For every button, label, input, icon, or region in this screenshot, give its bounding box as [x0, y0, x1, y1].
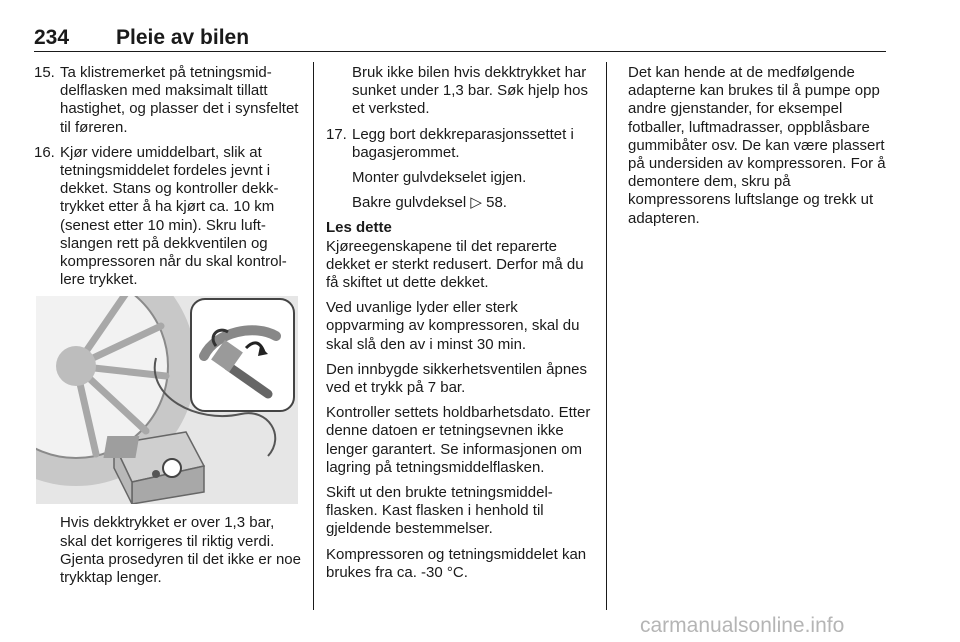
figure-caption: Hvis dekktrykket er over 1,3 bar, skal det korrigeres til riktig verdi. Gjenta prosedyren til det ikke er noe trykktap lenger. [60, 514, 301, 587]
watermark: carmanualsonline.info [640, 614, 845, 637]
page-number: 234 [34, 26, 70, 49]
step-17-sub-2 [326, 194, 594, 212]
tire-compressor-drawing [36, 296, 298, 504]
arrow-ref-icon: ▷ [470, 194, 482, 212]
column-1 [34, 64, 302, 594]
column-3 [628, 64, 892, 235]
step-text: Ta klistremerket på tetningsmiddelflasken med maksimalt tillatt hastighet, og plasser det i synsfeltet til føreren. [60, 64, 299, 136]
adapter-paragraph: Det kan hende at de medfølgende adapterne kan brukes til å pumpe opp andre gjenstander, for eksempel fotballer, luftmadrasser, oppblåsbare gummibåter osv. De kan være plassert på undersiden av kompressoren. For å demontere dem, skru på kompressorens luftslange og trekk ut adapteren. [628, 64, 886, 227]
step-text: Kjør videre umiddelbart, slik at tetningsmiddelet fordeles jevnt i dekket. Stans og kontroller dekktrykket etter å ha kjørt ca. 10 km (senest etter 10 min). Skru luftslangen rett på dekkventilen og kompressoren når du skal kontrollere trykket. [60, 143, 287, 289]
note-paragraph: Ved uvanlige lyder eller sterk oppvarming av kompressoren, skal du skal slå den av i minst 30 min. [326, 299, 580, 353]
step-number: 15. [34, 64, 55, 81]
step-text: Legg bort dekkreparasjonssettet i bagasjerommet. [352, 125, 574, 161]
step-number: 17. [326, 125, 347, 143]
warning-text: Bruk ikke bilen hvis dekktrykket har sunket under 1,3 bar. Søk hjelp hos et verksted. [352, 64, 588, 118]
note-paragraph: Kompressoren og tetningsmiddelet kan brukes fra ca. -30 °C. [326, 545, 587, 581]
column-divider [606, 62, 607, 610]
step-15 [34, 64, 302, 137]
note-heading: Les dette [326, 219, 392, 237]
step-17-sub-1: Monter gulvdekselet igjen. [352, 169, 527, 187]
column-divider [313, 62, 314, 610]
note-paragraph: Skift ut den brukte tetningsmiddelflasken. Kast flasken i henhold til gjeldende bestemmelser. [326, 484, 553, 538]
step-number: 16. [34, 143, 55, 161]
tire-compressor-illustration [36, 296, 298, 504]
note-paragraph: Den innbygde sikkerhetsventilen åpnes ved et trykk på 7 bar. [326, 360, 587, 397]
step-16 [34, 144, 302, 290]
note-paragraph: Kontroller settets holdbarhetsdato. Etter denne datoen er tetningsevnen ikke lenger garantert. Se informasjonen om lagring på tetningsmiddelflasken. [326, 404, 591, 476]
note-paragraph: Kjøreegenskapene til det reparerte dekket er sterkt redusert. Derfor må du få skiftet ut dette dekket. [326, 237, 584, 292]
step-17 [326, 126, 594, 162]
header-rule [34, 51, 886, 52]
column-2 [326, 64, 594, 589]
cross-ref-link[interactable]: 58. [486, 194, 507, 212]
page-header [34, 26, 886, 50]
cross-ref-label: Bakre gulvdeksel [352, 194, 471, 212]
section-title: Pleie av bilen [116, 26, 250, 49]
